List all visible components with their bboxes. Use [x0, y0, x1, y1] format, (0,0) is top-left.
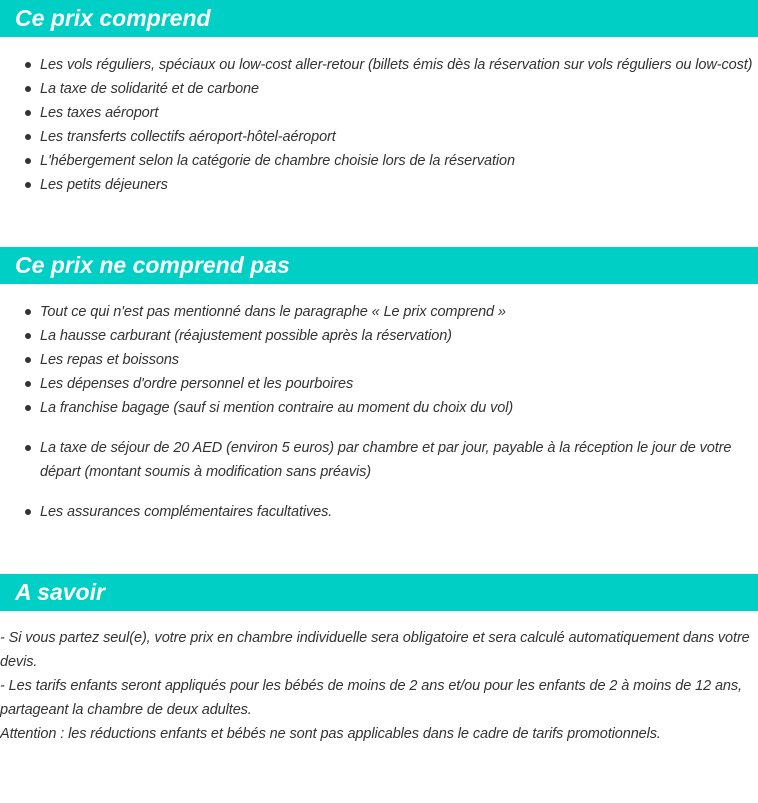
excluded-list: [0, 300, 758, 524]
list-item: Les petits déjeuners: [0, 173, 758, 197]
info-line: - Les tarifs enfants seront appliqués pour les bébés de moins de 2 ans et/ou pour les enfants de 2 à moins de 12 ans, partageant la chambre de deux adultes.: [0, 678, 742, 718]
list-item: Les repas et boissons: [0, 348, 758, 372]
list-item: La hausse carburant (réajustement possible après la réservation): [0, 324, 758, 348]
list-item: La taxe de solidarité et de carbone: [0, 77, 758, 101]
list-item: Les dépenses d'ordre personnel et les pourboires: [0, 372, 758, 396]
info-notes: [0, 626, 752, 746]
list-item: La franchise bagage (sauf si mention contraire au moment du choix du vol): [0, 396, 758, 420]
list-item: La taxe de séjour de 20 AED (environ 5 euros) par chambre et par jour, payable à la réception le jour de votre départ (montant soumis à modification sans préavis): [0, 436, 758, 484]
section-title-excluded: Ce prix ne comprend pas: [15, 252, 290, 278]
list-item: Les vols réguliers, spéciaux ou low-cost aller-retour (billets émis dès la réservation sur vols réguliers ou low-cost): [0, 53, 758, 77]
info-line: - Si vous partez seul(e), votre prix en chambre individuelle sera obligatoire et sera calculé automatiquement dans votre devis.: [0, 630, 750, 670]
section-title-included: Ce prix comprend: [15, 5, 211, 31]
section-header-excluded: [0, 247, 758, 284]
list-item: Les transferts collectifs aéroport-hôtel-aéroport: [0, 125, 758, 149]
list-item: Les taxes aéroport: [0, 101, 758, 125]
section-header-info: [0, 574, 758, 611]
section-title-info: A savoir: [15, 579, 105, 605]
list-item: L'hébergement selon la catégorie de chambre choisie lors de la réservation: [0, 149, 758, 173]
list-item: Tout ce qui n'est pas mentionné dans le paragraphe « Le prix comprend »: [0, 300, 758, 324]
info-line: Attention : les réductions enfants et bébés ne sont pas applicables dans le cadre de tarifs promotionnels.: [0, 726, 661, 742]
list-item: Les assurances complémentaires facultatives.: [0, 500, 758, 524]
section-header-included: [0, 0, 758, 37]
included-list: [0, 53, 758, 197]
